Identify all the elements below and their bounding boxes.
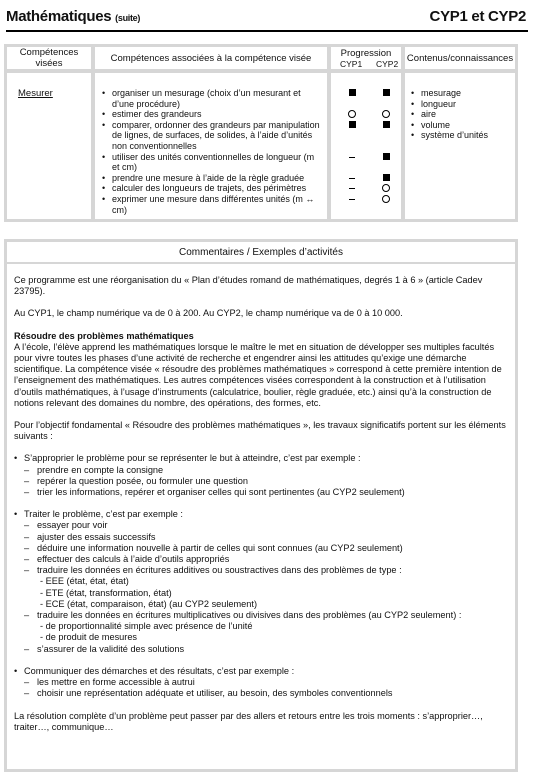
contenus-cell	[405, 73, 515, 219]
progression-marker-cyp1-dash	[346, 173, 358, 183]
sub-item: - ECE (état, comparaison, état) (au CYP2 seulement)	[40, 598, 258, 609]
dash-item: – traduire les données en écritures multiplicatives ou divisives dans des problèmes (au CYP2 seulement) :	[14, 610, 508, 621]
progression-marker-cyp2-square	[380, 88, 392, 98]
header-competences-visees: Compétences visées	[7, 47, 91, 69]
circle-icon	[382, 110, 390, 118]
section-heading: Résoudre des problèmes mathématiques	[14, 330, 194, 341]
header-competences-associees: Compétences associées à la compétence visée	[95, 47, 327, 69]
dash-item: – essayer pour voir	[14, 520, 508, 531]
dash-item: – ajuster des essais successifs	[14, 532, 508, 543]
header-progression	[331, 47, 401, 69]
commentaires-box	[4, 239, 518, 772]
sub-item: - de produit de mesures	[40, 632, 138, 643]
list-item: • volume	[410, 120, 511, 131]
dash-item: – trier les informations, repérer et organiser celles qui sont pertinentes (au CYP2 seulement)	[14, 487, 508, 498]
circle-icon	[382, 184, 390, 192]
square-icon	[349, 121, 356, 128]
progression-marker-cyp1-dash	[346, 194, 358, 204]
page-title	[6, 8, 140, 25]
paragraph: Pour l’objectif fondamental « Résoudre des problèmes mathématiques », les travaux significatifs portent sur les éléments suivants :	[14, 420, 506, 442]
cycle-label: CYP1 et CYP2	[429, 8, 526, 25]
progression-marker-cyp1-dash	[346, 183, 358, 193]
title-text: Mathématiques	[6, 8, 112, 25]
contenus-list	[410, 88, 511, 141]
dash-item: – prendre en compte la consigne	[14, 465, 508, 476]
commentaires-body	[7, 264, 515, 769]
list-item: • exprimer une mesure dans différentes unités (m ↔ cm)	[101, 194, 323, 215]
paragraph: La résolution complète d’un problème peut passer par des allers et retours entre les trois moments : s’approprier…, traiter…, communique…	[14, 710, 483, 732]
sub-item: - EEE (état, état, état)	[40, 576, 129, 587]
progression-cell	[331, 73, 401, 219]
dash-item: – repérer la question posée, ou formuler une question	[14, 476, 508, 487]
dash-item: – choisir une représentation adéquate et utiliser, au besoin, des symboles conventionnels	[14, 688, 508, 699]
square-icon	[383, 89, 390, 96]
circle-icon	[348, 110, 356, 118]
paragraph: A l’école, l’élève apprend les mathématiques lorsque le maître le met en situation de développer ses multiples facultés pour vivre toutes les phases d’une activité de recherche et engendrer ainsi les attitudes qu’exige une démarche scientifique. La compétence visée « résoudre des problèmes mathématiques » correspond à cette première intention de l’enseignement des mathématiques. Les autres compétences visées correspondent à la construction et à l’utilisation d’outils mathématiques, à l’usage d’instruments (calculatrice, boulier, règle graduée, etc.) ainsi qu’à la construction de notions relevant des domaines du nombre, des opérations, des formes, etc.	[14, 341, 502, 408]
dash-icon	[349, 199, 355, 200]
bullet-item: • S’approprier le problème pour se représenter le but à atteindre, c’est par exemple :	[14, 453, 508, 464]
list-item: • estimer des grandeurs	[101, 109, 323, 120]
progression-marker-cyp2-square	[380, 120, 392, 130]
associees-cell	[95, 73, 327, 219]
dash-icon	[349, 157, 355, 158]
progression-marker-cyp1-dash	[346, 152, 358, 162]
sub-item: - de proportionnalité simple avec présence de l’unité	[40, 621, 253, 632]
competence-mesurer: Mesurer	[18, 88, 53, 99]
cyp2-label: CYP2	[376, 59, 399, 69]
paragraph: Ce programme est une réorganisation du « Plan d’études romand de mathématiques, degrés 1 à 6 » (article Cadev 23795).	[14, 275, 483, 297]
progression-label: Progression	[340, 48, 392, 59]
progression-marker-cyp2-circle	[380, 194, 392, 204]
dash-item: – effectuer des calculs à l’aide d’outils appropriés	[14, 554, 508, 565]
list-item: • longueur	[410, 99, 511, 110]
list-item: • organiser un mesurage (choix d’un mesurant et d’une procédure)	[101, 88, 323, 109]
competence-cell	[7, 73, 91, 219]
progression-marker-cyp1-circle	[346, 109, 358, 119]
dash-item: – s’assurer de la validité des solutions	[14, 644, 508, 655]
square-icon	[383, 153, 390, 160]
list-item: • comparer, ordonner des grandeurs par manipulation de lignes, de surfaces, de solides, à l’aide d’unités non conventionnelles	[101, 120, 323, 152]
list-item: • utiliser des unités conventionnelles de longueur (m et cm)	[101, 152, 323, 173]
header-rule	[6, 30, 528, 32]
associees-list	[101, 88, 323, 215]
dash-icon	[349, 178, 355, 179]
dash-item: – déduire une information nouvelle à partir de celles qui sont connues (au CYP2 seulement)	[14, 543, 508, 554]
square-icon	[383, 174, 390, 181]
list-item: • aire	[410, 109, 511, 120]
list-item: • mesurage	[410, 88, 511, 99]
dash-item: – les mettre en forme accessible à autrui	[14, 677, 508, 688]
progression-marker-cyp1-square	[346, 88, 358, 98]
progression-marker-cyp2-circle	[380, 183, 392, 193]
square-icon	[349, 89, 356, 96]
progression-marker-cyp2-square	[380, 173, 392, 183]
list-item: • calculer des longueurs de trajets, des périmètres	[101, 183, 323, 194]
cyp1-label: CYP1	[340, 59, 363, 69]
progression-marker-cyp1-square	[346, 120, 358, 130]
progression-marker-cyp2-square	[380, 152, 392, 162]
list-item: • prendre une mesure à l’aide de la règle graduée	[101, 173, 323, 184]
circle-icon	[382, 195, 390, 203]
page-header	[6, 8, 528, 28]
dash-icon	[349, 188, 355, 189]
bullet-item: • Traiter le problème, c’est par exemple :	[14, 509, 508, 520]
paragraph: Au CYP1, le champ numérique va de 0 à 200. Au CYP2, le champ numérique va de 0 à 10 000.	[14, 308, 403, 319]
competences-table	[4, 44, 518, 222]
header-contenus: Contenus/connaissances	[405, 47, 515, 69]
list-item: • système d’unités	[410, 130, 511, 141]
title-suffix: (suite)	[115, 13, 141, 23]
square-icon	[383, 121, 390, 128]
dash-item: – traduire les données en écritures additives ou soustractives dans des problèmes de type :	[14, 565, 508, 576]
commentaires-title: Commentaires / Exemples d’activités	[7, 242, 515, 262]
sub-item: - ETE (état, transformation, état)	[40, 587, 172, 598]
progression-marker-cyp2-circle	[380, 109, 392, 119]
bullet-item: • Communiquer des démarches et des résultats, c’est par exemple :	[14, 666, 508, 677]
